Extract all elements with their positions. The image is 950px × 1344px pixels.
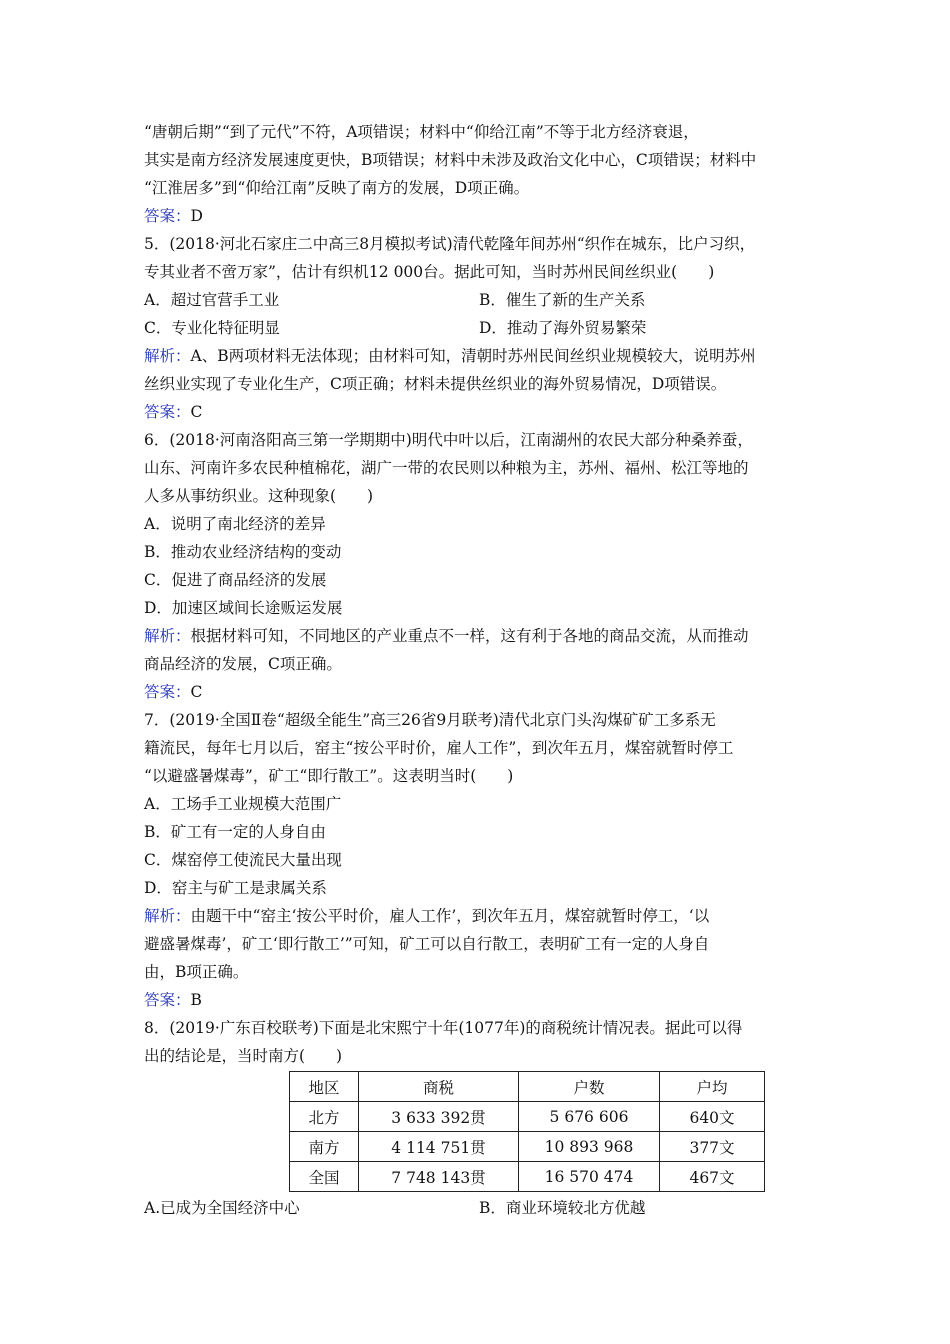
table-cell: 全国: [290, 1162, 359, 1192]
analysis-line: 避盛暑煤毒’，矿工‘即行散工’”可知，矿工可以自行散工，表明矿工有一定的人身自: [144, 935, 710, 953]
option-a: A.已成为全国经济中心: [144, 1199, 300, 1217]
table-cell: 3 633 392贯: [359, 1102, 519, 1132]
table-row: [290, 1102, 765, 1132]
table-cell: 640文: [660, 1102, 765, 1132]
table-header-cell: 户均: [660, 1072, 765, 1102]
table-cell: 4 114 751贯: [359, 1132, 519, 1162]
table-cell: 467文: [660, 1162, 765, 1192]
question-stem: 籍流民，每年七月以后，窑主“按公平时价，雇人工作”，到次年五月，煤窑就暂时停工: [144, 739, 734, 757]
option-b: B．催生了新的生产关系: [479, 291, 646, 309]
table-cell: 5 676 606: [519, 1102, 660, 1132]
analysis-text: 由题干中“窑主‘按公平时价，雇人工作’，到次年五月，煤窑就暂时停工，‘以: [190, 907, 710, 925]
answer-label: 答案：: [144, 991, 191, 1009]
question-stem: “以避盛暑煤毒”，矿工“即行散工”。这表明当时( ): [144, 767, 514, 785]
answer-value: D: [190, 207, 203, 225]
analysis-label: 解析：: [144, 627, 191, 645]
answer-label: 答案：: [144, 403, 191, 421]
question-stem: 山东、河南许多农民种植棉花，湖广一带的农民则以种粮为主，苏州、福州、松江等地的: [144, 459, 749, 477]
table-header-cell: 地区: [290, 1072, 359, 1102]
analysis-text: A、B两项材料无法体现；由材料可知，清朝时苏州民间丝织业规模较大，说明苏州: [190, 347, 756, 365]
option-b: B．矿工有一定的人身自由: [144, 823, 326, 841]
table-cell: 北方: [290, 1102, 359, 1132]
question-stem: 人多从事纺织业。这种现象( ): [144, 487, 374, 505]
option-a: A．超过官营手工业: [144, 291, 280, 309]
table-cell: 南方: [290, 1132, 359, 1162]
answer-line-q6: [144, 678, 824, 706]
analysis-line: 商品经济的发展，C项正确。: [144, 655, 342, 673]
option-d: D．加速区域间长途贩运发展: [144, 599, 343, 617]
table-header-cell: 户数: [519, 1072, 660, 1102]
text-line: “江淮居多”到“仰给江南”反映了南方的发展，D项正确。: [144, 179, 530, 197]
tax-table: [289, 1071, 765, 1192]
question-stem: 6．(2018·河南洛阳高三第一学期期中)明代中叶以后，江南湖州的农民大部分种桑养蚕，: [144, 431, 753, 449]
text-line: “唐朝后期”“到了元代”不符，A项错误；材料中“仰给江南”不等于北方经济衰退，: [144, 123, 699, 141]
table-row: [290, 1132, 765, 1162]
answer-line-q4: [144, 202, 824, 230]
option-a: A．工场手工业规模大范围广: [144, 795, 342, 813]
option-a: A．说明了南北经济的差异: [144, 515, 326, 533]
option-row: [144, 314, 824, 342]
text-line: 其实是南方经济发展速度更快，B项错误；材料中未涉及政治文化中心，C项错误；材料中: [144, 151, 757, 169]
option-c: C．专业化特征明显: [144, 319, 280, 337]
question-stem: 7．(2019·全国Ⅱ卷“超级全能生”高三26省9月联考)清代北京门头沟煤矿矿工多系无: [144, 711, 716, 729]
analysis-line: [144, 342, 824, 370]
analysis-line: [144, 902, 824, 930]
answer-line-q5: [144, 398, 824, 426]
table-header-row: [290, 1072, 765, 1102]
answer-label: 答案：: [144, 683, 191, 701]
option-b: B．推动农业经济结构的变动: [144, 543, 342, 561]
analysis-label: 解析：: [144, 907, 191, 925]
table-row: [290, 1162, 765, 1192]
table-header-cell: 商税: [359, 1072, 519, 1102]
option-d: D．推动了海外贸易繁荣: [479, 319, 647, 337]
table-cell: 7 748 143贯: [359, 1162, 519, 1192]
document-page: [144, 118, 824, 1222]
answer-value: C: [190, 403, 203, 421]
option-d: D．窑主与矿工是隶属关系: [144, 879, 327, 897]
analysis-line: [144, 622, 824, 650]
question-stem: 8．(2019·广东百校联考)下面是北宋熙宁十年(1077年)的商税统计情况表。据此可以得: [144, 1019, 743, 1037]
question-stem: 专其业者不啻万家”，估计有织机12 000台。据此可知，当时苏州民间丝织业( ): [144, 263, 715, 281]
question-stem: 出的结论是，当时南方( ): [144, 1047, 343, 1065]
answer-line-q7: [144, 986, 824, 1014]
answer-value: B: [190, 991, 202, 1009]
analysis-line: 由，B项正确。: [144, 963, 249, 981]
option-c: C．煤窑停工使流民大量出现: [144, 851, 342, 869]
option-c: C．促进了商品经济的发展: [144, 571, 327, 589]
table-cell: 377文: [660, 1132, 765, 1162]
option-row: [144, 1194, 824, 1222]
option-row: [144, 286, 824, 314]
answer-label: 答案：: [144, 207, 191, 225]
option-b: B．商业环境较北方优越: [479, 1199, 646, 1217]
analysis-text: 根据材料可知，不同地区的产业重点不一样，这有利于各地的商品交流，从而推动: [190, 627, 749, 645]
analysis-label: 解析：: [144, 347, 191, 365]
table-cell: 16 570 474: [519, 1162, 660, 1192]
question-stem: 5．(2018·河北石家庄二中高三8月模拟考试)清代乾隆年间苏州“织作在城东，比户习织，: [144, 235, 756, 253]
analysis-line: 丝织业实现了专业化生产，C项正确；材料未提供丝织业的海外贸易情况，D项错误。: [144, 375, 727, 393]
table-cell: 10 893 968: [519, 1132, 660, 1162]
answer-value: C: [190, 683, 203, 701]
